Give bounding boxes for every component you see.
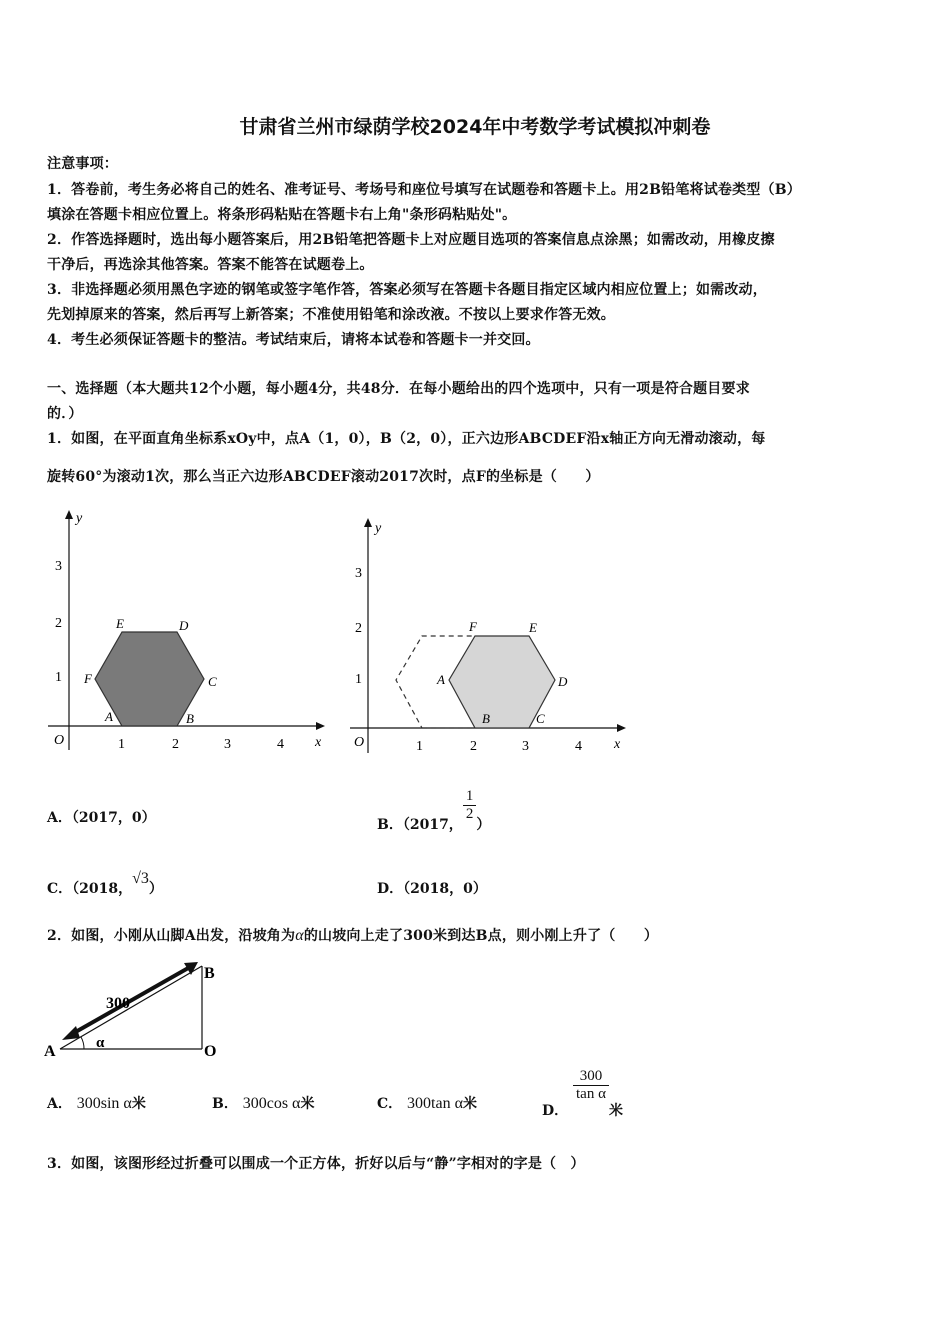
y-tick: 3	[355, 566, 362, 581]
x-tick: 2	[172, 737, 179, 752]
q1-figure-right	[342, 508, 642, 760]
vertex-label: A	[437, 672, 445, 687]
q1-option-d: D．（2018，0）	[377, 881, 487, 897]
q2-option-d: D． $\frac{300}{\text{tan α}}$ 米	[542, 1068, 623, 1119]
sqrt-expression: √3	[132, 870, 149, 887]
vertex-label: B	[482, 711, 490, 726]
notice-line: 填涂在答题卡相应位置上。将条形码粘贴在答题卡右上角"条形码粘贴处"。	[47, 207, 517, 223]
x-tick: 4	[277, 737, 284, 752]
q2-option-c: C． 300tan α米	[377, 1095, 477, 1112]
x-axis-label: x	[614, 737, 621, 752]
point-label: O	[204, 1043, 217, 1060]
x-tick: 4	[575, 739, 582, 754]
section-heading: 一、选择题（本大题共12个小题，每小题4分，共48分．在每小题给出的四个选项中，只有一项是符合题目要求	[47, 381, 750, 397]
q1-stem: 1．如图，在平面直角坐标系xOy中，点A（1，0），B（2，0），正六边形ABCDEF沿x轴正方向无滑动滚动，每	[47, 431, 766, 447]
q1-figure-left	[40, 500, 340, 760]
vertex-label: F	[469, 619, 477, 634]
origin-label: O	[54, 733, 65, 748]
y-tick: 2	[355, 621, 362, 636]
fraction-denominator: 2	[465, 806, 474, 822]
vertex-label: C	[536, 711, 545, 726]
notice-line: 4．考生必须保证答题卡的整洁。考试结束后，请将本试卷和答题卡一并交回。	[47, 332, 540, 348]
notice-line: 2．作答选择题时，选出每小题答案后，用2B铅笔把答题卡上对应题目选项的答案信息点涂黑；如需改动，用橡皮擦	[47, 232, 775, 248]
notice-heading: 注意事项：	[47, 156, 118, 172]
x-axis-label: x	[315, 735, 322, 750]
q1-option-a: A．（2017，0）	[47, 810, 156, 826]
vertex-label: D	[558, 674, 568, 689]
x-tick: 3	[224, 737, 231, 752]
q2-figure	[42, 958, 242, 1062]
y-tick: 2	[55, 616, 62, 631]
q1-option-b: B．（2017， $\frac{1}{2}$ ）	[377, 788, 491, 833]
fraction-numerator: 1	[463, 788, 477, 806]
section-heading-cont: 的．）	[47, 406, 83, 422]
vertex-label: F	[84, 671, 92, 686]
vertex-label: B	[186, 711, 194, 726]
vertex-label: D	[179, 618, 189, 633]
angle-label: α	[96, 1035, 105, 1051]
notice-line: 先划掉原来的答案，然后再写上新答案；不准使用铅笔和涂改液。不按以上要求作答无效。	[47, 307, 615, 323]
notice-line: 干净后，再选涂其他答案。答案不能答在试题卷上。	[47, 257, 374, 273]
page-title: 甘肃省兰州市绿荫学校2024年中考数学考试模拟冲刺卷	[239, 116, 711, 138]
y-tick: 1	[355, 672, 362, 687]
q2-option-b: B． 300cos α米	[212, 1095, 315, 1112]
x-tick: 1	[416, 739, 423, 754]
q3-stem: 3．如图，该图形经过折叠可以围成一个正方体，折好以后与“静”字相对的字是（ ）	[47, 1156, 585, 1172]
vertex-label: C	[208, 674, 217, 689]
fraction-denominator: tan α	[576, 1086, 606, 1102]
fraction-numerator: 300	[573, 1068, 609, 1086]
vertex-label: E	[116, 616, 124, 631]
x-tick: 2	[470, 739, 477, 754]
point-label: A	[44, 1043, 56, 1060]
origin-label: O	[354, 735, 365, 750]
y-axis-label: y	[375, 521, 382, 536]
x-tick: 1	[118, 737, 125, 752]
y-axis-label: y	[76, 511, 83, 526]
vertex-label: A	[105, 709, 113, 724]
q2-option-a: A． 300sin α米	[47, 1095, 146, 1112]
x-tick: 3	[522, 739, 529, 754]
q2-stem: 2．如图，小刚从山脚A出发，沿坡角为α的山坡向上走了300米到达B点，则小刚上升了（ ）	[47, 927, 659, 944]
notice-line: 3．非选择题必须用黑色字迹的钢笔或签字笔作答，答案必须写在答题卡各题目指定区域内相应位置上；如需改动，	[47, 282, 767, 298]
vertex-label: E	[529, 620, 537, 635]
notice-line: 1．答卷前，考生务必将自己的姓名、准考证号、考场号和座位号填写在试题卷和答题卡上。用2B铅笔将试卷类型（B）	[47, 182, 801, 198]
point-label: B	[204, 965, 215, 982]
y-tick: 3	[55, 559, 62, 574]
q1-stem-cont: 旋转60°为滚动1次，那么当正六边形ABCDEF滚动2017次时，点F的坐标是（ ）	[47, 469, 600, 485]
length-label: 300	[106, 995, 130, 1012]
y-tick: 1	[55, 670, 62, 685]
q1-option-c: C．（2018，√3）	[47, 870, 163, 897]
